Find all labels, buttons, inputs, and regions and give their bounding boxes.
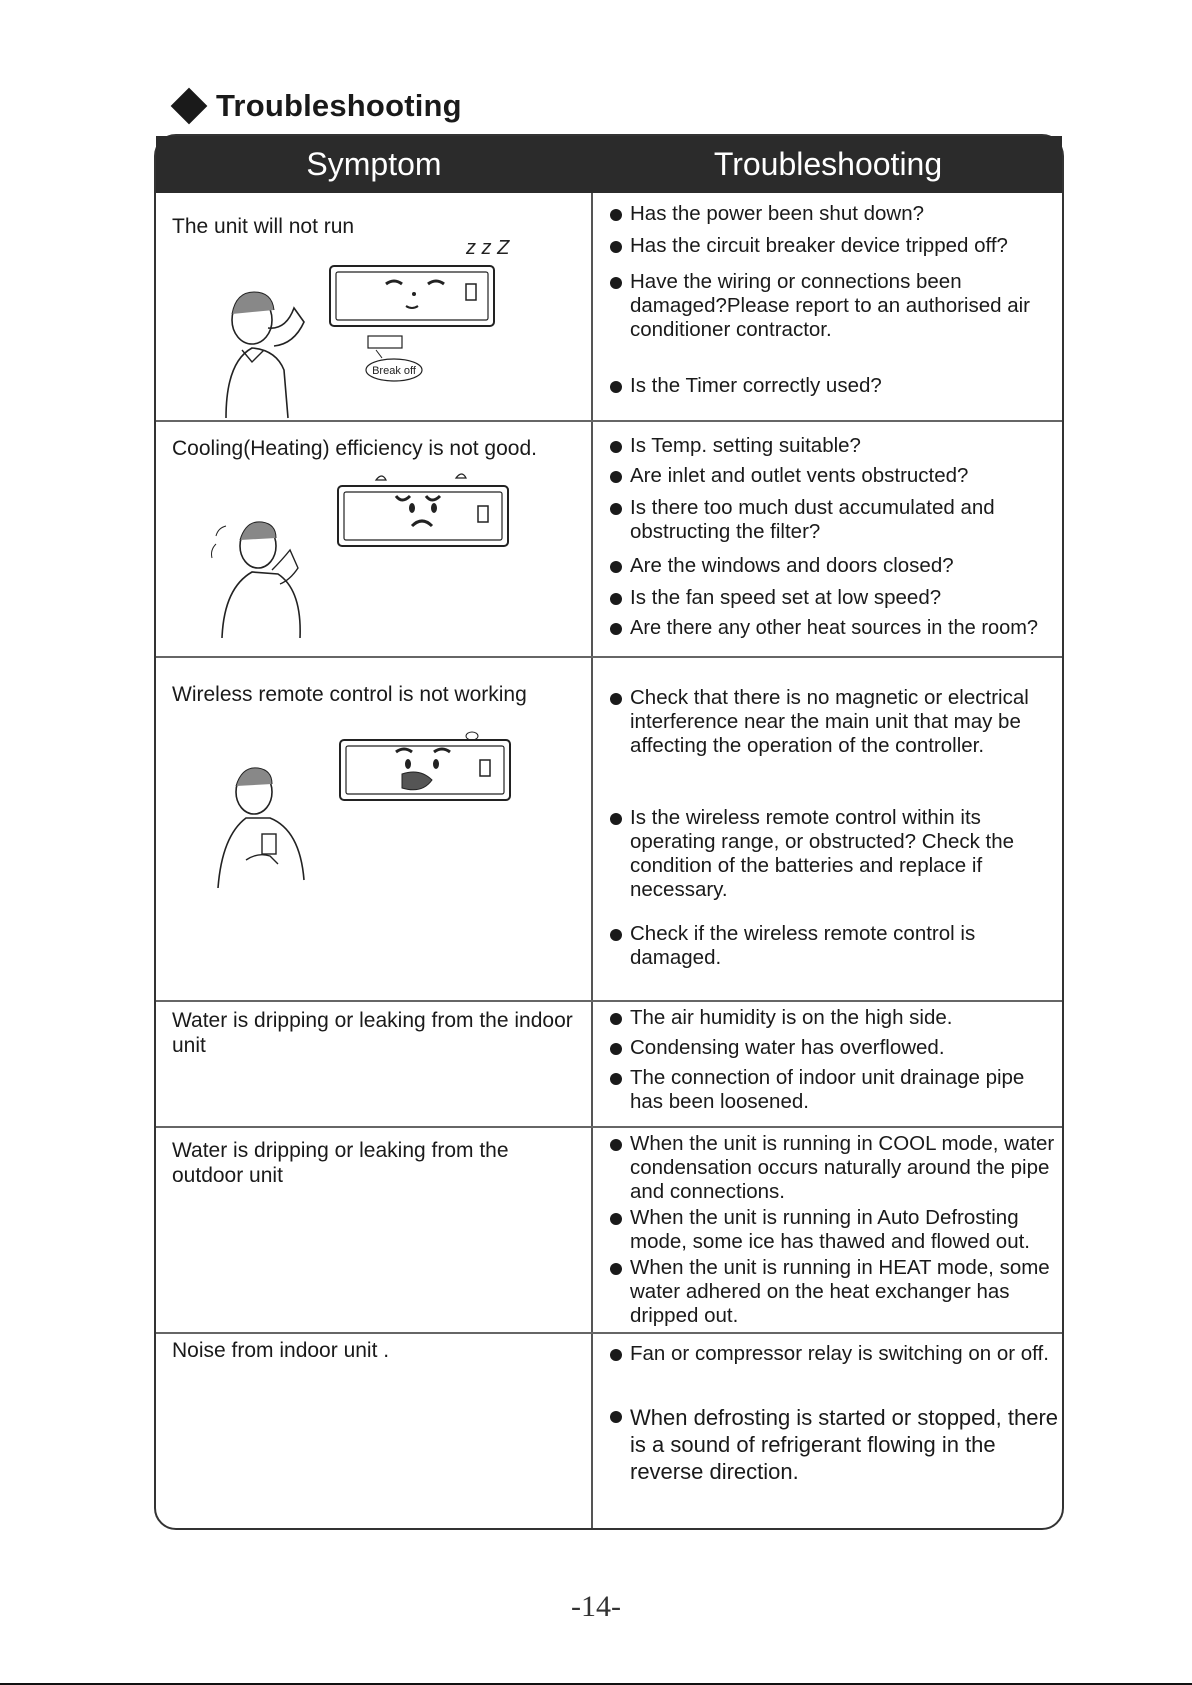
- list-item: Are there any other heat sources in the room?: [608, 616, 1058, 640]
- bullet-icon: [610, 1213, 622, 1225]
- section-title: Troubleshooting: [216, 88, 462, 123]
- bullet-icon: [610, 471, 622, 483]
- list-item: Is Temp. setting suitable?: [608, 434, 1058, 458]
- bullet-icon: [610, 929, 622, 941]
- bullet-icon: [610, 561, 622, 573]
- list-item: When the unit is running in HEAT mode, some water adhered on the heat exchanger has dripped out.: [608, 1256, 1058, 1328]
- troubleshooting-table: [154, 134, 1064, 1530]
- list-item: Fan or compressor relay is switching on or off.: [608, 1342, 1058, 1366]
- list-item: The connection of indoor unit drainage pipe has been loosened.: [608, 1066, 1058, 1114]
- symptom-column-header: Symptom: [306, 146, 442, 182]
- list-item: Has the power been shut down?: [608, 202, 1058, 226]
- symptom-label: Cooling(Heating) efficiency is not good.: [172, 437, 537, 460]
- bullet-icon: [610, 503, 622, 515]
- table-header: [156, 136, 1062, 193]
- symptom-label: Water is dripping or leaking from the outdoor unit: [172, 1139, 509, 1187]
- bullet-icon: [610, 1043, 622, 1055]
- diamond-bullet-icon: [171, 88, 208, 125]
- row-divider: [156, 656, 1062, 658]
- bullet-icon: [610, 381, 622, 393]
- list-item: Is there too much dust accumulated and obstructing the filter?: [608, 496, 1058, 544]
- bullet-icon: [610, 1013, 622, 1025]
- bullet-icon: [610, 693, 622, 705]
- bullet-icon: [610, 209, 622, 221]
- svg-text:z z Z: z z Z: [466, 237, 510, 259]
- symptom-label: Wireless remote control is not working: [172, 683, 527, 706]
- list-item: When defrosting is started or stopped, there is a sound of refrigerant flowing in the reverse direction.: [608, 1404, 1058, 1485]
- row-divider: [156, 420, 1062, 422]
- list-item: Have the wiring or connections been damaged?Please report to an authorised air conditioner contractor.: [608, 270, 1058, 342]
- row-divider: [156, 1000, 1062, 1002]
- list-item: Is the wireless remote control within its operating range, or obstructed? Check the condition of the batteries and replace if necessary.: [608, 806, 1058, 902]
- unit-not-running-illustration: [196, 234, 510, 420]
- section-heading: [172, 84, 462, 128]
- symptom-label: Water is dripping or leaking from the indoor unit: [172, 1009, 573, 1057]
- symptom-label: The unit will not run: [172, 215, 355, 238]
- list-item: Are the windows and doors closed?: [608, 554, 1058, 578]
- list-item: When the unit is running in COOL mode, water condensation occurs naturally around the pipe and connections.: [608, 1132, 1058, 1204]
- bullet-icon: [610, 1263, 622, 1275]
- remote-not-working-illustration: [196, 730, 496, 900]
- poor-efficiency-illustration: [186, 466, 486, 646]
- list-item: When the unit is running in Auto Defrosting mode, some ice has thawed and flowed out.: [608, 1206, 1058, 1254]
- bullet-icon: [610, 1411, 622, 1423]
- bullet-icon: [610, 623, 622, 635]
- bullet-icon: [610, 241, 622, 253]
- page-number: -14-: [571, 1590, 621, 1623]
- bullet-icon: [610, 813, 622, 825]
- bullet-icon: [610, 1073, 622, 1085]
- list-item: Is the Timer correctly used?: [608, 374, 1058, 398]
- row-divider: [156, 1332, 1062, 1334]
- list-item: Check that there is no magnetic or electrical interference near the main unit that may be affecting the operation of the controller.: [608, 686, 1058, 758]
- bullet-icon: [610, 277, 622, 289]
- list-item: Check if the wireless remote control is damaged.: [608, 922, 1058, 970]
- list-item: Condensing water has overflowed.: [608, 1036, 1058, 1060]
- troubleshooting-column-header: Troubleshooting: [713, 146, 943, 182]
- bullet-icon: [610, 1349, 622, 1361]
- row-divider: [156, 1126, 1062, 1128]
- bullet-icon: [610, 593, 622, 605]
- list-item: Are inlet and outlet vents obstructed?: [608, 464, 1058, 488]
- list-item: Has the circuit breaker device tripped off?: [608, 234, 1058, 258]
- list-item: Is the fan speed set at low speed?: [608, 586, 1058, 610]
- symptom-label: Noise from indoor unit .: [172, 1339, 390, 1362]
- bullet-icon: [610, 1139, 622, 1151]
- column-divider: [591, 193, 593, 1528]
- break-off-label: Break off: [372, 365, 416, 377]
- list-item: The air humidity is on the high side.: [608, 1006, 1058, 1030]
- bullet-icon: [610, 441, 622, 453]
